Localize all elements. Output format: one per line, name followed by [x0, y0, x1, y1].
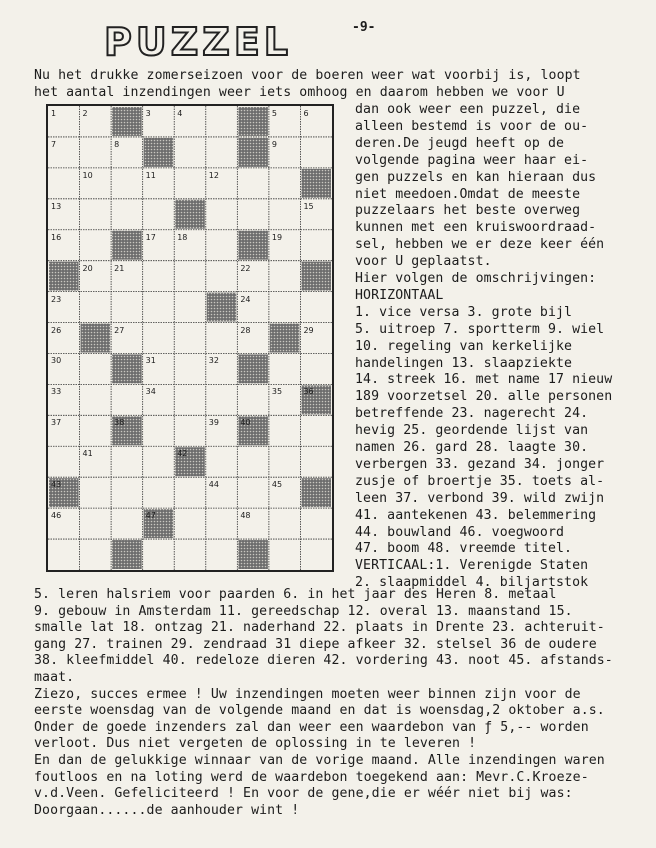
cell-number: 17: [145, 232, 156, 242]
cell-number: 32: [208, 356, 219, 366]
shaded-cell: [301, 262, 331, 291]
cell-number: 37: [51, 418, 62, 428]
cell-number: 4: [177, 109, 183, 118]
cell-number: 9: [271, 139, 277, 149]
cell-number: 12: [208, 170, 219, 180]
clue-text-line: 38. kleefmiddel 40. redeloze dieren 42. vordering 43. noot 45. afstands-: [34, 653, 613, 669]
side-text-line: dan ook weer een puzzel, die: [355, 102, 581, 117]
shaded-cell: [238, 540, 268, 569]
side-text-line: 5. uitroep 7. sportterm 9. wiel: [355, 321, 605, 337]
side-text-line: Hier volgen de omschrijvingen:: [355, 271, 597, 286]
announcement-text-line: Doorgaan......de aanhouder wint !: [34, 802, 300, 818]
side-text-line: verbergen 33. gezand 34. jonger: [355, 456, 605, 472]
shaded-cell: [112, 354, 142, 383]
cell-number: 16: [51, 232, 62, 242]
shaded-cell: [301, 478, 331, 507]
clue-text-line: 5. leren halsriem voor paarden 6. in het jaar des Heren 8. metaal: [34, 587, 557, 602]
cell-number: 18: [177, 232, 188, 242]
clue-text-line: smalle lat 18. ontzag 21. naderhand 22. plaats in Drente 23. achteruit-: [34, 620, 605, 636]
cell-number: 22: [240, 263, 251, 273]
shaded-cell: [175, 200, 205, 229]
shaded-cell: [207, 293, 237, 322]
cell-number: 39: [208, 418, 219, 428]
side-text-line: gen puzzels en kan hieraan dus: [355, 169, 597, 185]
cell-number: 33: [51, 387, 62, 397]
cell-number: 3: [145, 109, 151, 118]
cell-number: 31: [145, 356, 156, 366]
cell-number: 1: [51, 109, 57, 118]
side-text-line: leen 37. verbond 39. wild zwijn: [355, 490, 605, 506]
cell-number: 7: [51, 139, 57, 149]
cell-number: 35: [271, 387, 283, 397]
shaded-cell: [238, 138, 268, 167]
side-text-line: 189 voorzetsel 20. alle personen: [355, 389, 613, 405]
intro-line: het aantal inzendingen weer iets omhoog en daarom hebben we voor U: [34, 85, 565, 100]
side-text-line: deren.De jeugd heeft op de: [355, 135, 565, 151]
side-text-line: hevig 25. geordende lijst van: [355, 423, 589, 439]
announcement-text-line: v.d.Veen. Gefeliciteerd ! En voor de gene,die er wéér niet bij was:: [34, 786, 573, 802]
side-text-line: kunnen met een kruiswoordraad-: [355, 220, 597, 236]
clue-text-line: gang 27. trainen 29. zendraad 31 diepe afkeer 32. stelsel 36 de oudere: [34, 636, 597, 652]
shaded-cell: [49, 262, 79, 291]
crossword-grid: [46, 104, 334, 572]
shaded-cell: [81, 324, 111, 353]
side-text-line: handelingen 13. slaapziekte: [355, 355, 573, 371]
side-text-line: betreffende 23. nagerecht 24.: [355, 406, 589, 422]
side-text-line: 10. regeling van kerkelijke: [355, 338, 573, 354]
side-text-line: alleen bestemd is voor de ou-: [355, 118, 589, 134]
page-title: PUZZEL: [104, 20, 292, 64]
cell-number: 6: [303, 109, 309, 118]
side-text-line: 41. aantekenen 43. belemmering: [355, 507, 597, 523]
cell-number: 36: [303, 387, 314, 397]
cell-number: 26: [51, 325, 62, 335]
cell-number: 28: [240, 325, 251, 335]
shaded-cell: [270, 324, 300, 353]
shaded-cell: [112, 107, 142, 136]
cell-number: 27: [114, 325, 125, 335]
cell-number: 20: [82, 263, 93, 273]
side-text-line: volgende pagina weer haar ei-: [355, 152, 589, 168]
intro-line: Nu het drukke zomerseizoen voor de boeren weer wat voorbij is, loopt: [34, 68, 581, 83]
shaded-cell: [144, 138, 174, 167]
cell-number: 11: [145, 170, 156, 180]
cell-number: 45: [271, 480, 283, 490]
side-text-line: HORIZONTAAL: [355, 287, 444, 303]
cell-number: 23: [51, 294, 62, 304]
clue-text-line: maat.: [34, 670, 75, 685]
cell-number: 34: [145, 387, 156, 397]
shaded-cell: [112, 540, 142, 569]
shaded-cell: [238, 107, 268, 136]
cell-number: 46: [51, 511, 62, 521]
side-text-line: 1. vice versa 3. grote bijl: [355, 304, 573, 320]
announcement-text-line: eerste woensdag van de volgende maand en dat is woensdag,2 oktober a.s.: [34, 703, 605, 719]
cell-number: 8: [114, 139, 120, 149]
side-text-line: voor U geplaatst.: [355, 254, 492, 270]
page-number: -9-: [352, 20, 376, 35]
side-text-line: namen 26. gard 28. laagte 30.: [355, 440, 589, 455]
cell-number: 44: [208, 480, 219, 490]
cell-number: 2: [82, 109, 88, 118]
side-text-line: niet meedoen.Omdat de meeste: [355, 186, 581, 202]
cell-number: 10: [82, 170, 93, 180]
side-text-line: 47. boom 48. vreemde titel.: [355, 541, 573, 557]
cell-number: 13: [51, 201, 62, 211]
announcement-text-line: verloot. Dus niet vergeten de oplossing in te leveren !: [34, 736, 477, 752]
side-text-line: VERTICAAL:1. Verenigde Staten: [355, 558, 589, 574]
side-text-line: zusje of broertje 35. toets al-: [355, 473, 605, 489]
cell-number: 5: [271, 109, 277, 118]
side-text-line: 44. bouwland 46. voegwoord: [355, 524, 565, 540]
cell-number: 48: [240, 511, 251, 521]
clue-text-line: 9. gebouw in Amsterdam 11. gereedschap 12. overal 13. maanstand 15.: [34, 603, 573, 619]
cell-number: 15: [303, 201, 314, 211]
cell-number: 24: [240, 294, 251, 304]
shaded-cell: [301, 169, 331, 198]
side-text-line: 14. streek 16. met name 17 nieuw: [355, 372, 613, 388]
announcement-text-line: foutloos en na loting werd de waardebon toegekend aan: Mevr.C.Kroeze-: [34, 769, 589, 785]
side-text-line: 2. slaapmiddel 4. biljartstok: [355, 575, 589, 591]
cell-number: 40: [240, 418, 251, 428]
cell-number: 29: [303, 325, 314, 335]
cell-number: 21: [114, 263, 125, 273]
announcement-text-line: En dan de gelukkige winnaar van de vorige maand. Alle inzendingen waren: [34, 753, 605, 768]
shaded-cell: [238, 354, 268, 383]
shaded-cell: [238, 231, 268, 260]
cell-number: 38: [114, 418, 125, 428]
side-text-line: sel, hebben we er deze keer één: [355, 237, 605, 253]
cell-number: 41: [82, 449, 93, 459]
cell-number: 47: [145, 511, 156, 521]
announcement-text-line: Onder de goede inzenders zal dan weer een waardebon van ƒ 5,-- worden: [34, 719, 589, 735]
shaded-cell: [112, 231, 142, 260]
cell-number: 19: [271, 232, 283, 242]
side-text-line: puzzelaars het beste overweg: [355, 203, 581, 219]
cell-number: 42: [177, 449, 188, 459]
cell-number: 30: [51, 356, 62, 366]
cell-number: 43: [51, 480, 62, 490]
announcement-text-line: Ziezo, succes ermee ! Uw inzendingen moeten weer binnen zijn voor de: [34, 686, 581, 702]
